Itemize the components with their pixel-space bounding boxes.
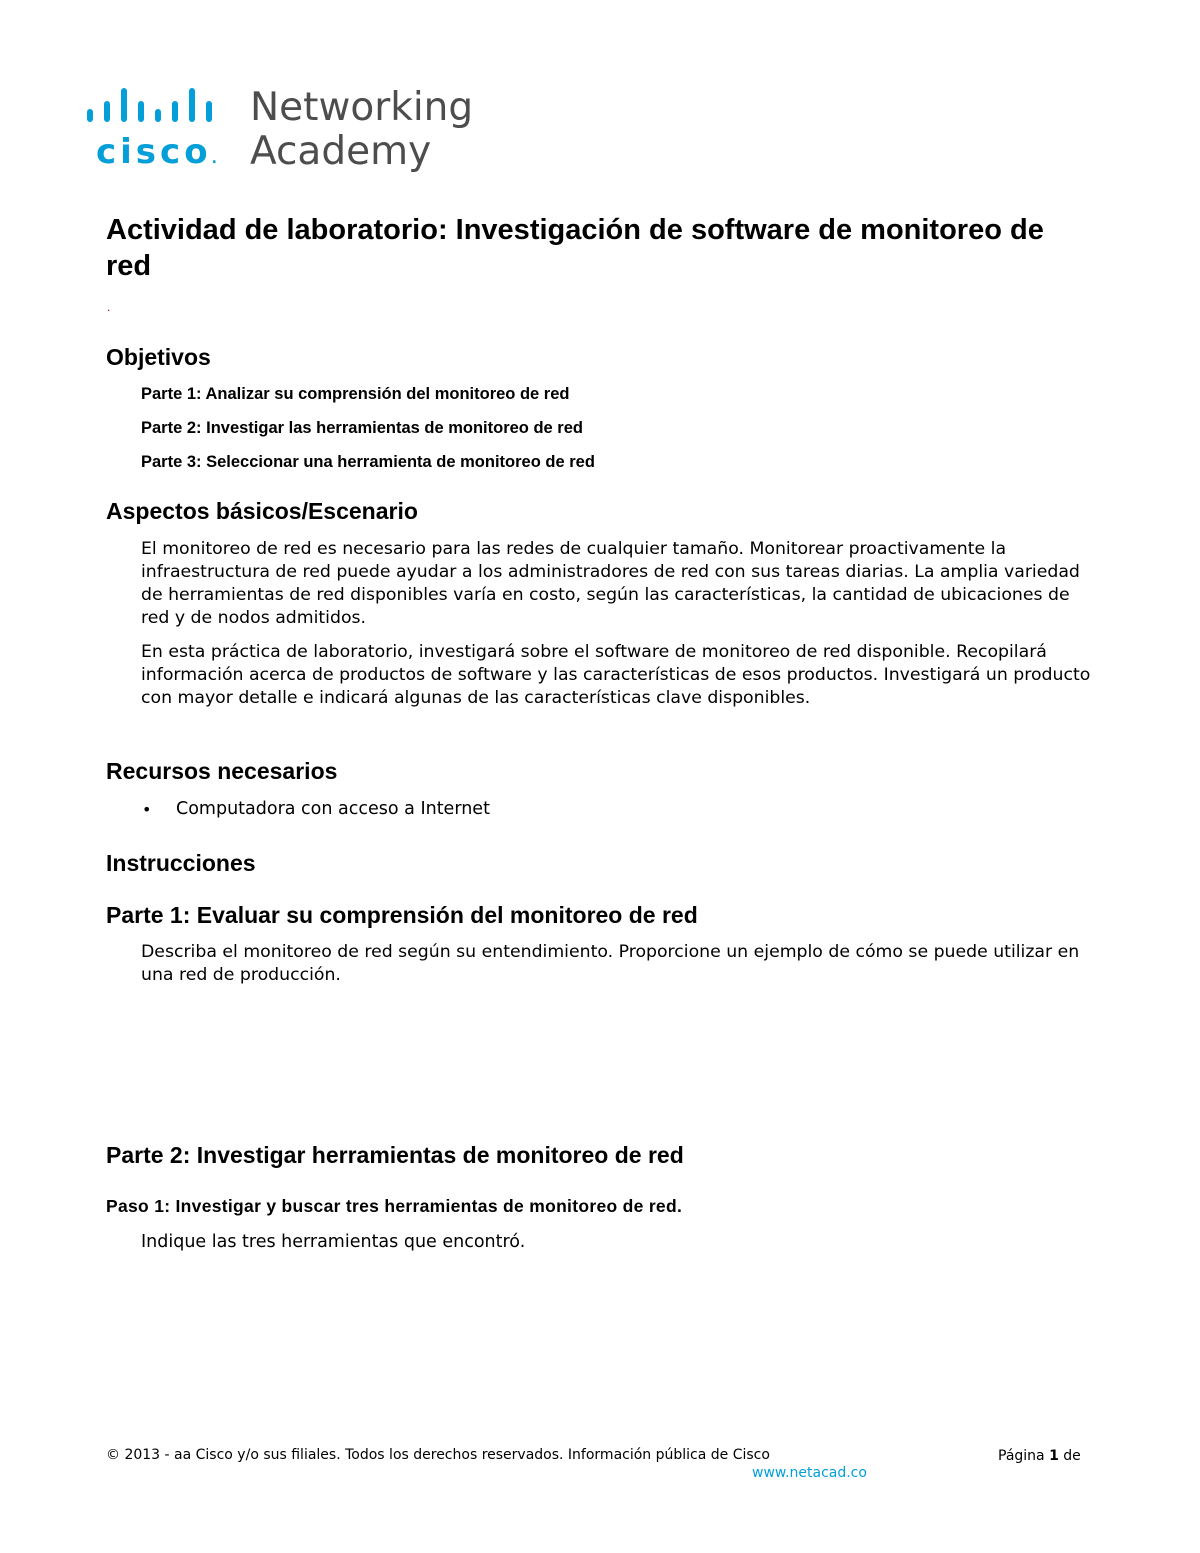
- part2-heading: Parte 2: Investigar herramientas de monitoreo de red: [106, 1142, 684, 1168]
- background-paragraph-2: En esta práctica de laboratorio, investigará sobre el software de monitoreo de red disponible. Recopilará información acerca de productos de software y las características de esos productos. Investigará un producto con mayor detalle e indicará algunas de las características clave disponibles.: [141, 642, 1091, 708]
- cisco-bars-icon: [84, 86, 224, 126]
- step1-heading: Paso 1: Investigar y buscar tres herramientas de monitoreo de red.: [106, 1196, 683, 1216]
- page-of: de: [1063, 1448, 1081, 1464]
- objective-item: Parte 2: Investigar las herramientas de monitoreo de red: [141, 419, 583, 437]
- step1-text: Indique las tres herramientas que encontró.: [141, 1232, 526, 1252]
- page-number: 1: [1049, 1448, 1059, 1464]
- logo-academy-text: Academy: [250, 129, 432, 174]
- red-marker: .: [107, 300, 111, 314]
- page-title: Actividad de laboratorio: Investigación de software de monitoreo de red: [106, 214, 1044, 282]
- logo-networking-text: Networking: [250, 85, 474, 130]
- cisco-networking-academy-logo: [84, 86, 474, 178]
- footer-page-indicator: [998, 1447, 1081, 1465]
- objective-item: Parte 3: Seleccionar una herramienta de monitoreo de red: [141, 453, 595, 471]
- background-paragraph-1: El monitoreo de red es necesario para las redes de cualquier tamaño. Monitorear proactivamente la infraestructura de red puede ayudar a los administradores de red con sus tareas diarias. La amplia variedad de herramientas de red disponibles varía en costo, según las características, la cantidad de ubicaciones de red y de nodos admitidos.: [141, 539, 1080, 628]
- page-label: Página: [998, 1448, 1045, 1464]
- resource-item: Computadora con acceso a Internet: [176, 799, 490, 819]
- objective-item: Parte 1: Analizar su comprensión del monitoreo de red: [141, 385, 570, 403]
- resources-heading: Recursos necesarios: [106, 758, 338, 784]
- bullet-icon: •: [142, 800, 152, 819]
- background-heading: Aspectos básicos/Escenario: [106, 498, 418, 524]
- footer-url-link[interactable]: www.netacad.co: [752, 1465, 867, 1481]
- part1-heading: Parte 1: Evaluar su comprensión del monitoreo de red: [106, 902, 698, 928]
- cisco-wordmark: cisco.: [96, 132, 217, 172]
- part1-text: Describa el monitoreo de red según su entendimiento. Proporcione un ejemplo de cómo se puede utilizar en una red de producción.: [141, 942, 1080, 985]
- footer-copyright: © 2013 - aa Cisco y/o sus filiales. Todos los derechos reservados. Información pública de Cisco: [106, 1447, 770, 1463]
- instructions-heading: Instrucciones: [106, 850, 256, 876]
- objectives-heading: Objetivos: [106, 344, 211, 370]
